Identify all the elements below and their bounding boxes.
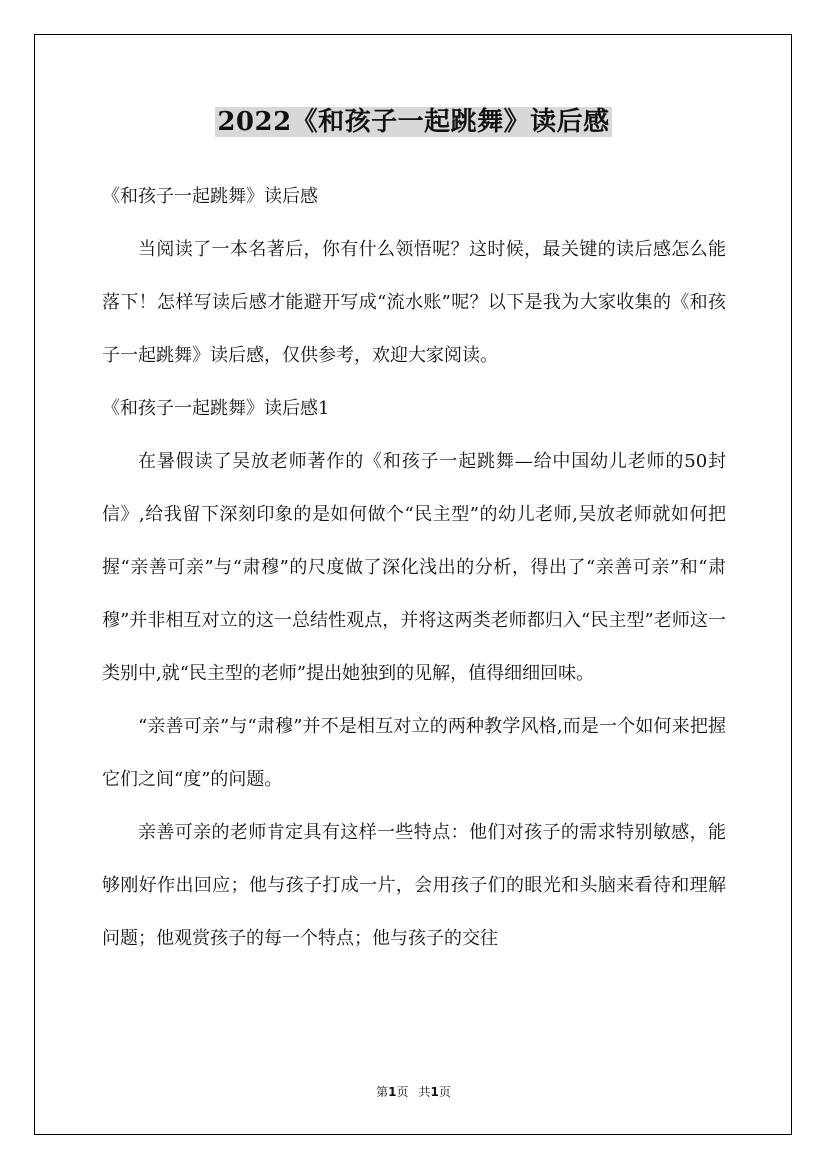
page-footer bbox=[0, 1082, 827, 1102]
section-heading: 《和孩子一起跳舞》读后感 bbox=[102, 186, 318, 207]
page-current: 1 bbox=[388, 1085, 397, 1099]
page-number-label: 第1页 bbox=[376, 1085, 409, 1099]
document-title-text: 2022《和孩子一起跳舞》读后感 bbox=[217, 107, 610, 137]
body-paragraph: “亲善可亲”与“肃穆”并不是相互对立的两种教学风格,而是一个如何来把握它们之间“度”的问题。 bbox=[102, 716, 726, 790]
body-paragraph: 亲善可亲的老师肯定具有这样一些特点：他们对孩子的需求特别敏感，能够刚好作出回应；他与孩子打成一片，会用孩子们的眼光和头脑来看待和理解问题；他观赏孩子的每一个特点；他与孩子的交往 bbox=[102, 822, 726, 949]
body-paragraph: 当阅读了一本名著后，你有什么领悟呢？这时候，最关键的读后感怎么能落下！怎样写读后感才能避开写成“流水账”呢？以下是我为大家收集的《和孩子一起跳舞》读后感，仅供参考，欢迎大家阅读。 bbox=[102, 239, 726, 366]
page-total: 1 bbox=[430, 1085, 439, 1099]
body-paragraph: 在暑假读了吴放老师著作的《和孩子一起跳舞—给中国幼儿老师的50封信》,给我留下深刻印象的是如何做个“民主型”的幼儿老师,吴放老师就如何把握“亲善可亲”与“肃穆”的尺度做了深化浅出的分析，得出了“亲善可亲”和“肃穆”并非相互对立的这一总结性观点，并将这两类老师都归入“民主型”老师这一类别中,就“民主型的老师”提出她独到的见解，值得细细回味。 bbox=[102, 451, 726, 684]
document-body bbox=[102, 170, 726, 965]
section-heading: 《和孩子一起跳舞》读后感1 bbox=[102, 398, 330, 419]
document-title bbox=[0, 100, 827, 144]
page-total-label: 共1页 bbox=[418, 1085, 451, 1099]
